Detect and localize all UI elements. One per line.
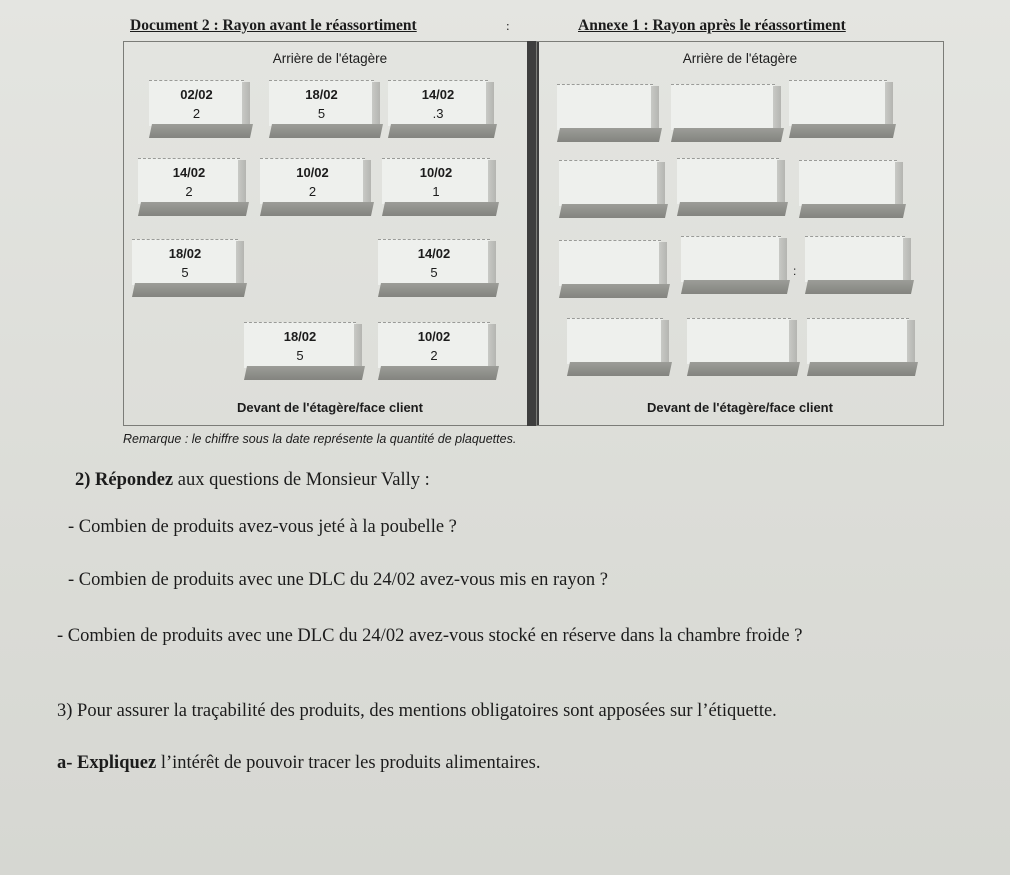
product-block [382,158,490,216]
block-quantity: 5 [317,106,326,121]
empty-block-slot[interactable] [671,84,775,142]
block-date: 10/02 [417,329,451,344]
product-block [149,80,244,138]
product-block [260,158,365,216]
empty-block-slot[interactable] [805,236,905,294]
shelf-back-label: Arrière de l'étagère [272,51,388,66]
remark-note: Remarque : le chiffre sous la date représente la quantité de plaquettes. [123,432,517,446]
product-block [244,322,356,380]
product-block [378,322,490,380]
shelf-back-label: Arrière de l'étagère [682,51,798,66]
empty-block-slot[interactable] [559,160,659,218]
product-block [132,239,238,297]
section-3-heading: 3) Pour assurer la traçabilité des produits, des mentions obligatoires sont apposées sur l’étiquette. [57,701,777,721]
block-date: 10/02 [296,165,329,180]
section-2-rest: aux questions de Monsieur Vally : [173,470,430,490]
question-2: - Combien de produits avec une DLC du 24/02 avez-vous mis en rayon ? [68,570,608,590]
block-date: 18/02 [283,329,317,344]
block-date: 18/02 [305,87,338,102]
empty-block-slot[interactable] [681,236,781,294]
empty-block-slot[interactable] [567,318,663,376]
block-quantity: .3 [432,106,444,121]
block-date: 14/02 [172,165,206,180]
shelf-front-label: Devant de l'étagère/face client [647,400,833,415]
block-quantity: 2 [430,348,438,363]
block-quantity: 5 [296,348,304,363]
shelf-front-label: Devant de l'étagère/face client [237,400,423,415]
empty-block-slot[interactable] [557,84,653,142]
product-block [388,80,488,138]
block-date: 10/02 [419,165,453,180]
block-date: 14/02 [417,246,451,261]
block-date: 02/02 [180,87,213,102]
section-3a-question [57,753,540,774]
stray-mark: : [793,264,797,278]
question-3: - Combien de produits avec une DLC du 24/02 avez-vous stocké en réserve dans la chambre froide ? [57,626,803,646]
product-block [138,158,240,216]
empty-block-slot[interactable] [687,318,791,376]
shelf-after-panel [536,41,944,426]
block-quantity: 2 [308,184,317,199]
section-2-verb: 2) Répondez [75,470,174,490]
section-3a-rest: l’intérêt de pouvoir tracer les produits alimentaires. [156,753,541,773]
empty-block-slot[interactable] [789,80,887,138]
product-block [269,80,374,138]
separator-mark: : [506,18,510,33]
shelf-before-panel [123,41,536,426]
annexe-1-title: Annexe 1 : Rayon après le réassortiment [578,17,846,34]
block-quantity: 1 [432,184,440,199]
document-2-title: Document 2 : Rayon avant le réassortiment [130,17,417,34]
empty-block-slot[interactable] [677,158,779,216]
block-quantity: 2 [192,106,201,121]
product-block [378,239,490,297]
question-1: - Combien de produits avez-vous jeté à la poubelle ? [68,517,457,537]
block-quantity: 5 [181,265,189,280]
empty-block-slot[interactable] [559,240,661,298]
section-2-heading [75,470,430,491]
block-date: 14/02 [421,87,455,102]
block-quantity: 2 [185,184,193,199]
empty-block-slot[interactable] [807,318,909,376]
block-quantity: 5 [430,265,438,280]
section-3a-verb: a- Expliquez [57,753,157,773]
block-date: 18/02 [168,246,202,261]
empty-block-slot[interactable] [799,160,897,218]
